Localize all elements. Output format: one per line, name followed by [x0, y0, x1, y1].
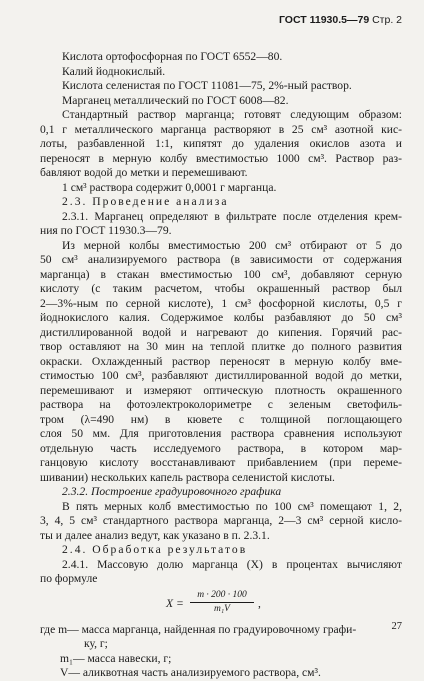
- text-line: ты и далее анализ ведут, как указано в п. 2.3.1.: [40, 528, 270, 542]
- text-line: Кислота ортофосфорная по ГОСТ 6552—80.: [62, 50, 283, 63]
- text-line: m₁— масса навески, г;: [60, 651, 172, 665]
- text-line: раствора на фотоэлектроколориметре с зеленым светофиль-: [40, 398, 402, 411]
- text-line: ку, г;: [84, 637, 108, 650]
- text-line: 50 см³ анализируемого раствора (в зависимости от содержания: [40, 253, 402, 266]
- text-line: 3, 4, 5 см³ стандартного раствора марганца, 2—3 см³ серной кисло-: [40, 514, 402, 527]
- text-line: 2—3%-ным по серной кислоте), 1 см³ фосфорной кислоты, 0,5 г: [40, 296, 402, 310]
- text-line: ния по ГОСТ 11930.3—79.: [40, 224, 172, 237]
- text-line: В пять мерных колб вместимостью по 100 см³ помещают 1, 2,: [62, 499, 402, 513]
- text-line: Из мерной колбы вместимостью 200 см³ отбирают от 5 до: [62, 238, 402, 252]
- text-line: 2.4.1. Массовую долю марганца (X) в процентах вычисляют: [62, 557, 402, 571]
- text-line: марганца) в стакан вместимостью 100 см³, добавляют серную: [40, 267, 402, 281]
- text-line: V— аликвотная часть анализируемого раствора, см³.: [60, 666, 321, 679]
- text-line: окраски. Охлажденный раствор переносят в мерную колбу вме-: [40, 354, 402, 368]
- text-line: Кислота селенистая по ГОСТ 11081—75, 2%-ный раствор.: [62, 79, 352, 92]
- text-line: бавляют водой до метки и перемешивают.: [40, 166, 248, 179]
- text-line: Калий йоднокислый.: [62, 64, 166, 78]
- text-line: йоднокислого калия. Содержимое колбы разбавляют до 50 см³: [40, 311, 402, 324]
- text-line: 0,1 г металлического марганца растворяют в 25 см³ азотной кис-: [40, 122, 402, 136]
- document-body: [40, 50, 402, 681]
- text-line: шивании) нескольких капель раствора селенистой кислоты.: [40, 470, 335, 484]
- standard-number: ГОСТ 11930.5—79: [278, 14, 370, 26]
- formula-numerator: m · 200 · 100: [190, 589, 254, 603]
- text-line: тром (λ=490 нм) в кювете с толщиной поглощающего: [40, 412, 402, 426]
- text-line: лоты, разбавленной 1:1, кипятят до удаления окислов азота и: [40, 137, 402, 150]
- formula-lhs: X =: [166, 596, 184, 610]
- text-line: слоя 50 мм. Для приготовления раствора сравнения используют: [40, 427, 402, 440]
- text-line: стимостью 100 см³, разбавляют дистиллированной водой до метки,: [40, 369, 402, 382]
- text-line: 1 см³ раствора содержит 0,0001 г марганца.: [62, 180, 277, 194]
- text-line: где m— масса марганца, найденная по градуировочному графи-: [40, 622, 357, 636]
- formula-denominator: m₁V: [214, 603, 230, 614]
- text-line: дистиллированной водой и нагревают до кипения. Горячий рас-: [40, 325, 402, 339]
- text-line: по формуле: [40, 572, 98, 585]
- text-line: перемешивают и измеряют оптическую плотность окрашенного: [40, 383, 402, 397]
- page-header: [279, 14, 402, 26]
- text-line: Марганец металлический по ГОСТ 6008—82.: [62, 93, 289, 107]
- formula-fraction: [190, 589, 254, 616]
- text-line: переносят в мерную колбу вместимостью 1000 см³. Раствор раз-: [40, 151, 402, 165]
- text-line: ганцовую кислоту восстанавливают прибавлением (при переме-: [40, 456, 402, 469]
- formula-comma: ,: [258, 596, 261, 610]
- text-line: Стандартный раствор марганца; готовят следующим образом:: [62, 108, 402, 121]
- page-number: 27: [391, 621, 402, 632]
- text-line: 2.3.1. Марганец определяют в фильтрате после отделения крем-: [62, 209, 402, 223]
- formula: [40, 589, 402, 619]
- text-line: кислоту (с таким расчетом, чтобы окрашенный раствор был: [40, 282, 402, 295]
- page-label: Стр. 2: [372, 14, 402, 26]
- section-heading: 2.3.2. Построение градуировочного графика: [62, 485, 282, 498]
- section-heading: 2.3. Проведение анализа: [62, 195, 229, 208]
- text-line: твор оставляют на 30 мин на теплой плитке до полного развития: [40, 340, 402, 353]
- text-line: отдельную часть исследуемого раствора, в котором мар-: [40, 441, 402, 455]
- section-heading: 2.4. Обработка результатов: [62, 543, 248, 556]
